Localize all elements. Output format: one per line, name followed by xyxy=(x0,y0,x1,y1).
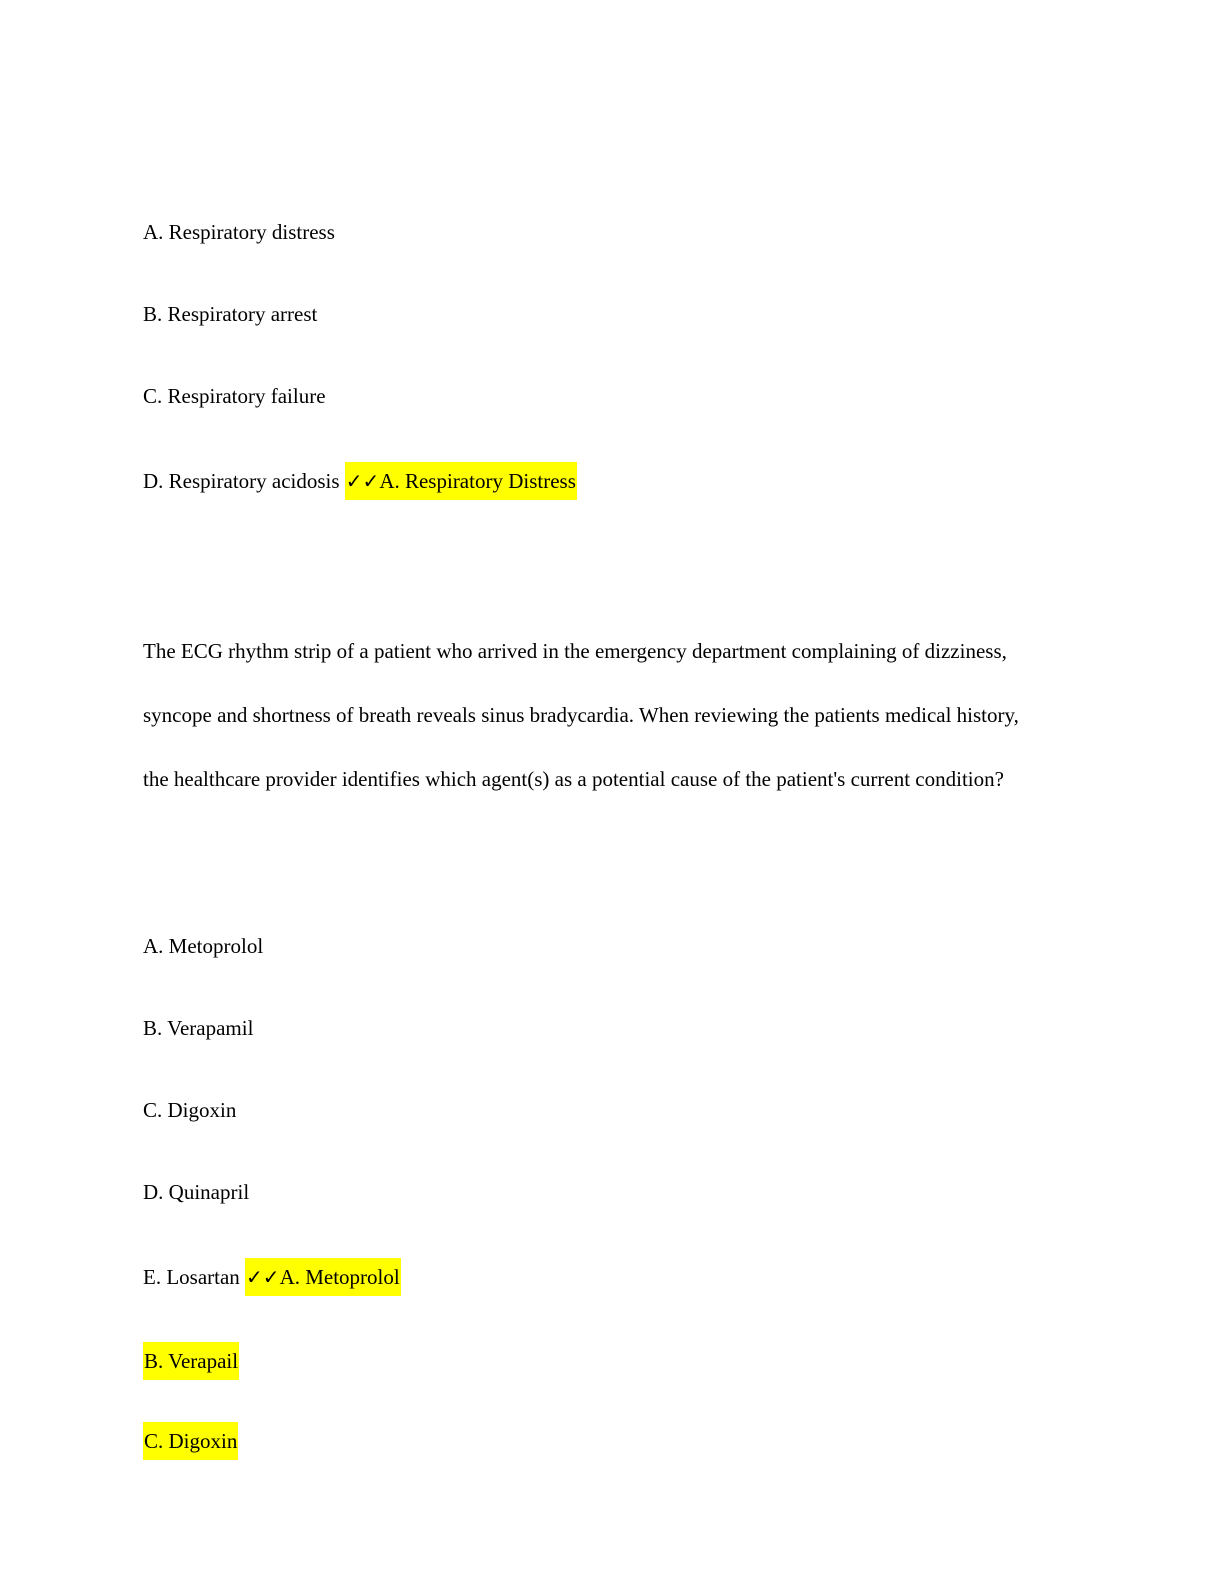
q2-answer-b-line xyxy=(143,1342,239,1380)
q2-option-a: A. Metoprolol xyxy=(143,934,264,958)
q1-answer-highlight xyxy=(345,462,577,500)
q2-stem-line-2: syncope and shortness of breath reveals sinus bradycardia. When reviewing the patients medical history, xyxy=(143,703,1019,727)
q1-option-a: A. Respiratory distress xyxy=(143,220,335,244)
q2-stem-line-1: The ECG rhythm strip of a patient who arrived in the emergency department complaining of dizziness, xyxy=(143,639,1007,663)
q1-option-c: C. Respiratory failure xyxy=(143,384,326,408)
q2-answer-b: B. Verapail xyxy=(143,1342,239,1380)
q1-option-d-line xyxy=(143,462,577,500)
q2-option-c: C. Digoxin xyxy=(143,1098,237,1122)
q1-option-b: B. Respiratory arrest xyxy=(143,302,318,326)
q2-answer-highlight-a xyxy=(245,1258,401,1296)
q2-answer-c: C. Digoxin xyxy=(143,1422,238,1460)
q2-answer-c-line xyxy=(143,1422,238,1460)
q1-answer: A. Respiratory Distress xyxy=(379,469,576,493)
q2-answer-a: A. Metoprolol xyxy=(279,1265,400,1289)
q1-option-d: D. Respiratory acidosis xyxy=(143,469,340,493)
q2-option-d: D. Quinapril xyxy=(143,1180,250,1204)
double-check-icon: ✓✓ xyxy=(345,469,380,493)
q2-option-e-line xyxy=(143,1258,401,1296)
q2-stem-line-3: the healthcare provider identifies which agent(s) as a potential cause of the patient's current condition? xyxy=(143,767,1004,791)
q2-option-b: B. Verapamil xyxy=(143,1016,254,1040)
q2-option-e: E. Losartan xyxy=(143,1265,240,1289)
double-check-icon: ✓✓ xyxy=(246,1265,280,1289)
